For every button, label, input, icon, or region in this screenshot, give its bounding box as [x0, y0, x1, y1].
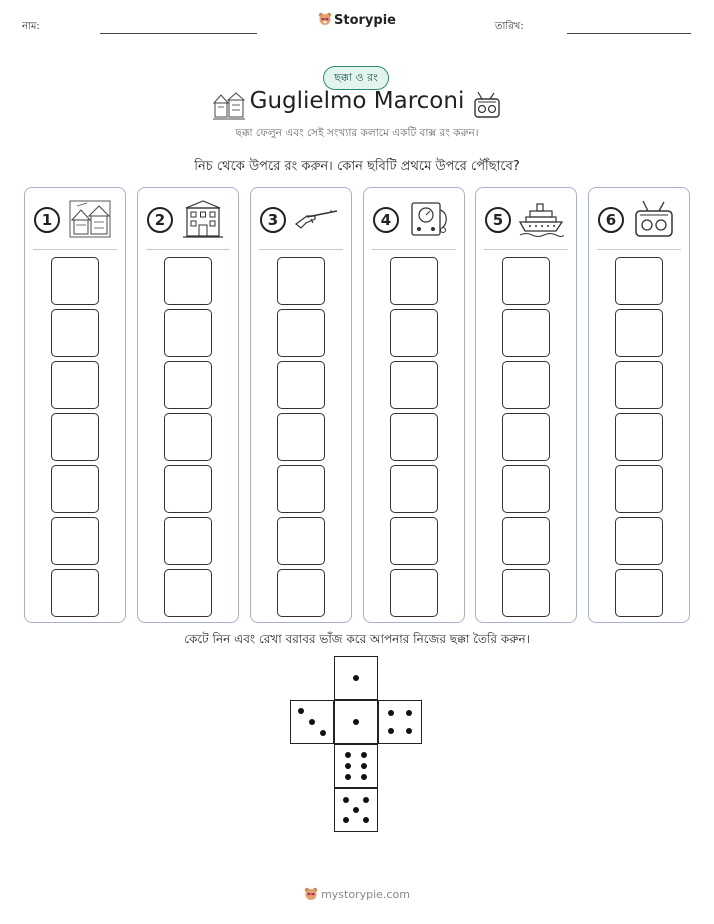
brand-name: Storypie — [334, 13, 396, 28]
page-title: Guglielmo Marconi — [249, 88, 465, 114]
pip — [345, 763, 351, 769]
column-number: 4 — [373, 207, 399, 233]
storypie-logo-icon — [318, 12, 332, 26]
color-box[interactable] — [51, 517, 99, 565]
column-5 — [475, 187, 577, 623]
color-box[interactable] — [277, 361, 325, 409]
date-line — [567, 33, 691, 34]
pip — [343, 797, 349, 803]
color-box[interactable] — [51, 361, 99, 409]
dice-face-4 — [378, 700, 422, 744]
color-box[interactable] — [615, 309, 663, 357]
color-box[interactable] — [390, 257, 438, 305]
storypie-logo-icon — [304, 887, 318, 901]
column-2 — [137, 187, 239, 623]
color-box[interactable] — [164, 517, 212, 565]
color-box[interactable] — [277, 517, 325, 565]
column-number: 3 — [260, 207, 286, 233]
radio-transmitter-icon — [406, 198, 452, 240]
pip — [298, 708, 304, 714]
pip — [363, 817, 369, 823]
color-box[interactable] — [615, 257, 663, 305]
pip — [361, 763, 367, 769]
color-box[interactable] — [277, 465, 325, 513]
color-box[interactable] — [164, 569, 212, 617]
footer — [0, 887, 714, 901]
pip — [406, 710, 412, 716]
color-box[interactable] — [164, 413, 212, 461]
color-box[interactable] — [277, 413, 325, 461]
color-box[interactable] — [164, 309, 212, 357]
color-box[interactable] — [502, 257, 550, 305]
pip — [361, 774, 367, 780]
column-3 — [250, 187, 352, 623]
color-box[interactable] — [615, 465, 663, 513]
dice-color-badge: ছক্কা ও রং — [323, 66, 389, 90]
building-icon — [180, 198, 226, 240]
color-box[interactable] — [51, 257, 99, 305]
color-box[interactable] — [277, 309, 325, 357]
cut-instruction: কেটে নিন এবং রেখা বরাবর ভাঁজ করে আপনার নিজের ছক্কা তৈরি করুন। — [184, 632, 530, 646]
dice-face-3 — [290, 700, 334, 744]
date-label: তারিখ: — [495, 21, 524, 32]
brand — [0, 12, 714, 28]
color-box[interactable] — [615, 517, 663, 565]
column-number: 2 — [147, 207, 173, 233]
rifle-icon — [293, 198, 339, 240]
name-label: নাম: — [22, 21, 40, 32]
color-box[interactable] — [390, 465, 438, 513]
color-box[interactable] — [615, 361, 663, 409]
dice-face-5 — [334, 788, 378, 832]
pip — [320, 730, 326, 736]
color-box[interactable] — [502, 517, 550, 565]
radio-icon — [631, 198, 677, 240]
instruction: নিচ থেকে উপরে রং করুন। কোন ছবিটি প্রথমে উপরে পৌঁছাবে? — [194, 159, 520, 174]
name-line — [100, 33, 257, 34]
color-box[interactable] — [615, 413, 663, 461]
footer-url[interactable]: mystorypie.com — [321, 888, 410, 901]
color-box[interactable] — [51, 413, 99, 461]
pip — [345, 774, 351, 780]
column-number: 5 — [485, 207, 511, 233]
pip — [343, 817, 349, 823]
pip — [309, 719, 315, 725]
color-box[interactable] — [164, 465, 212, 513]
subtitle: ছক্কা ফেলুন এবং সেই সংখ্যার কলামে একটি বাক্স রং করুন। — [235, 127, 479, 139]
color-box[interactable] — [277, 569, 325, 617]
color-box[interactable] — [390, 413, 438, 461]
dice-face-1 — [334, 656, 378, 700]
column-6 — [588, 187, 690, 623]
color-box[interactable] — [164, 361, 212, 409]
color-box[interactable] — [502, 361, 550, 409]
pip — [406, 728, 412, 734]
pip — [361, 752, 367, 758]
pip — [388, 728, 394, 734]
ship-icon — [518, 198, 564, 240]
color-box[interactable] — [502, 465, 550, 513]
color-box[interactable] — [51, 309, 99, 357]
color-box[interactable] — [390, 517, 438, 565]
color-box[interactable] — [51, 569, 99, 617]
color-box[interactable] — [51, 465, 99, 513]
dice-face-1-center — [334, 700, 378, 744]
pip — [388, 710, 394, 716]
pip — [353, 675, 359, 681]
village-sketch-icon — [67, 198, 113, 240]
pip — [353, 807, 359, 813]
column-1 — [24, 187, 126, 623]
radio-icon — [472, 90, 502, 120]
column-4 — [363, 187, 465, 623]
pip — [363, 797, 369, 803]
color-box[interactable] — [390, 569, 438, 617]
color-box[interactable] — [502, 413, 550, 461]
column-number: 1 — [34, 207, 60, 233]
color-box[interactable] — [502, 309, 550, 357]
column-number: 6 — [598, 207, 624, 233]
color-box[interactable] — [390, 309, 438, 357]
color-box[interactable] — [164, 257, 212, 305]
color-box[interactable] — [615, 569, 663, 617]
color-box[interactable] — [502, 569, 550, 617]
dice-face-6 — [334, 744, 378, 788]
color-box[interactable] — [390, 361, 438, 409]
color-box[interactable] — [277, 257, 325, 305]
pip — [353, 719, 359, 725]
pip — [345, 752, 351, 758]
